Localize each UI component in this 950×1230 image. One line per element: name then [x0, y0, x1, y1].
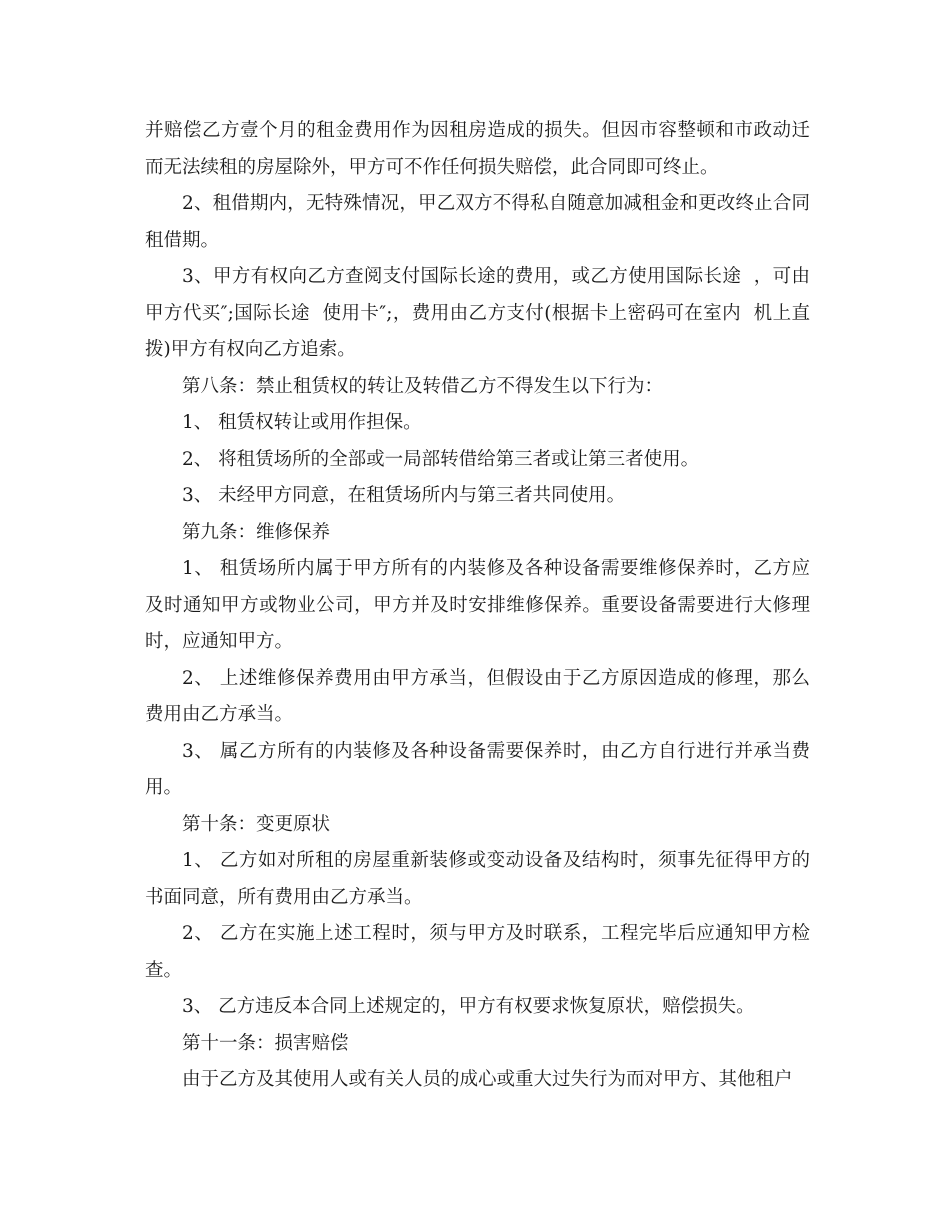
- article-8-item-3: 3、 未经甲方同意，在租赁场所内与第三者共同使用。: [182, 485, 626, 506]
- article-10-item-1: 1、 乙方如对所租的房屋重新装修或变动设备及结构时，须事先征得甲方的书面同意，所有费用由乙方承当。: [145, 850, 810, 908]
- article-9-item-2: 2、 上述维修保养费用由甲方承当，但假设由于乙方原因造成的修理，那么费用由乙方承当。: [145, 667, 810, 725]
- article-11-heading: 第十一条：损害赔偿: [182, 1032, 349, 1054]
- article-9-heading: 第九条：维修保养: [182, 521, 331, 543]
- paragraph-compensation-continued: 并赔偿乙方壹个月的租金费用作为因租房造成的损失。但因市容整顿和市政动迁而无法续租的房屋除外，甲方可不作任何损失赔偿，此合同即可终止。: [145, 120, 810, 178]
- article-10-heading: 第十条：变更原状: [182, 813, 331, 835]
- article-8-heading: 第八条：禁止租赁权的转让及转借乙方不得发生以下行为：: [182, 375, 664, 397]
- article-10-item-3: 3、 乙方违反本合同上述规定的，甲方有权要求恢复原状，赔偿损失。: [182, 996, 755, 1017]
- paragraph-lease-term-rent: 2、租借期内，无特殊情况，甲乙双方不得私自随意加减租金和更改终止合同租借期。: [145, 193, 810, 251]
- article-8-item-2: 2、 将租赁场所的全部或一局部转借给第三者或让第三者使用。: [182, 448, 700, 470]
- article-10-item-2: 2、 乙方在实施上述工程时，须与甲方及时联系，工程完毕后应通知甲方检查。: [145, 923, 810, 981]
- article-11-body: 由于乙方及其使用人或有关人员的成心或重大过失行为而对甲方、其他租户: [182, 1069, 793, 1090]
- document-body: [145, 113, 810, 1099]
- article-8-item-1: 1、 租赁权转让或用作担保。: [182, 412, 422, 433]
- article-9-item-3: 3、 属乙方所有的内装修及各种设备需要保养时，由乙方自行进行并承当费用。: [145, 740, 810, 798]
- paragraph-international-calls: 3、甲方有权向乙方查阅支付国际长途的费用，或乙方使用国际长途 ，可由甲方代买″;国际长途 使用卡″;，费用由乙方支付(根据卡上密码可在室内 机上直拨)甲方有权向乙方追索。: [145, 266, 810, 360]
- article-9-item-1: 1、 租赁场所内属于甲方所有的内装修及各种设备需要维修保养时，乙方应及时通知甲方或物业公司，甲方并及时安排维修保养。重要设备需要进行大修理时，应通知甲方。: [145, 558, 810, 652]
